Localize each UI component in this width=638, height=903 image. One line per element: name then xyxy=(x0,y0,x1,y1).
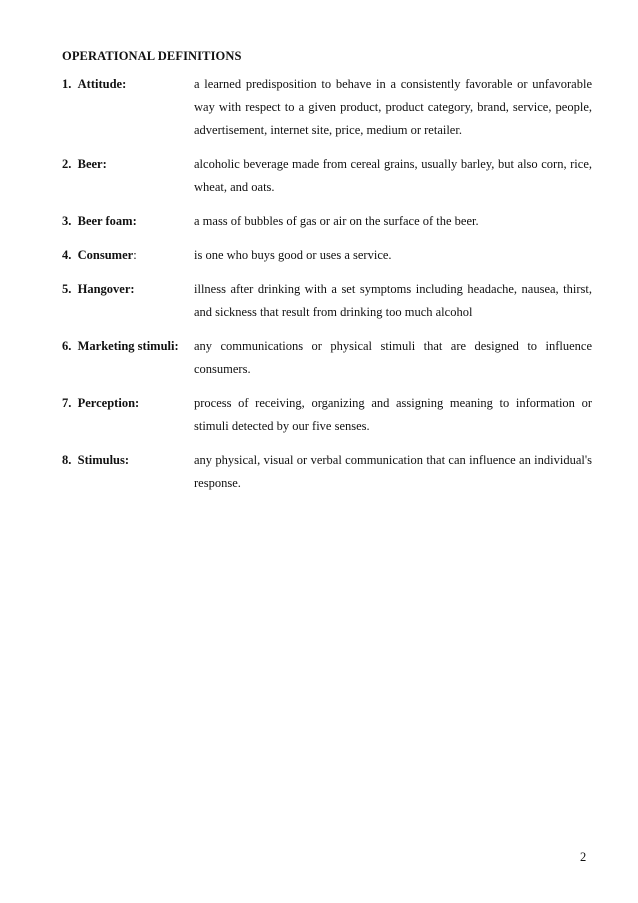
term-number: 8. xyxy=(62,453,72,467)
term-number: 6. xyxy=(62,339,72,353)
definition-text: a learned predisposition to behave in a consistently favorable or unfavorable way with respect to a given product, product category, brand, service, people, advertisement, internet site, price, medium or retailer. xyxy=(194,77,592,137)
definition-term xyxy=(62,335,194,358)
definition-item-hangover xyxy=(62,278,592,324)
term-word: Beer xyxy=(77,157,103,171)
definition-term xyxy=(62,73,194,96)
term-word: Marketing stimuli xyxy=(77,339,175,353)
definition-text: alcoholic beverage made from cereal grains, usually barley, but also corn, rice, wheat, and oats. xyxy=(194,157,592,194)
term-number: 7. xyxy=(62,396,72,410)
definition-item-beer xyxy=(62,153,592,199)
page-number: 2 xyxy=(580,850,587,864)
term-word: Beer foam xyxy=(77,214,133,228)
definition-text: any communications or physical stimuli that are designed to influence consumers. xyxy=(194,339,592,376)
definition-list xyxy=(62,73,592,506)
term-number: 3. xyxy=(62,214,72,228)
term-word: Stimulus xyxy=(77,453,125,467)
definition-text: process of receiving, organizing and assigning meaning to information or stimuli detected by our five senses. xyxy=(194,396,592,433)
term-colon: : xyxy=(102,157,107,171)
definition-text: any physical, visual or verbal communication that can influence an individual's response. xyxy=(194,453,592,490)
term-colon: : xyxy=(132,214,137,228)
term-colon: : xyxy=(135,396,140,410)
term-colon: : xyxy=(133,248,137,262)
definition-term xyxy=(62,244,194,267)
definition-term xyxy=(62,392,194,415)
definition-term xyxy=(62,278,194,301)
definition-item-consumer xyxy=(62,244,592,267)
term-colon: : xyxy=(122,77,127,91)
definition-text: illness after drinking with a set symptoms including headache, nausea, thirst, and sickness that result from drinking too much alcohol xyxy=(194,282,592,319)
definition-term xyxy=(62,210,194,233)
term-word: Hangover xyxy=(77,282,131,296)
definition-item-perception xyxy=(62,392,592,438)
term-word: Consumer xyxy=(77,248,134,262)
definition-item-marketing-stimuli xyxy=(62,335,592,381)
term-colon: : xyxy=(124,453,130,467)
definition-item-stimulus xyxy=(62,449,592,495)
definition-text: is one who buys good or uses a service. xyxy=(194,248,392,262)
definition-text: a mass of bubbles of gas or air on the surface of the beer. xyxy=(194,214,479,228)
section-heading: OPERATIONAL DEFINITIONS xyxy=(62,49,242,63)
term-number: 5. xyxy=(62,282,72,296)
term-word: Perception xyxy=(77,396,136,410)
definition-term xyxy=(62,449,194,472)
term-number: 1. xyxy=(62,77,72,91)
definition-item-beer-foam xyxy=(62,210,592,233)
term-colon: : xyxy=(130,282,135,296)
term-colon: : xyxy=(174,339,179,353)
definition-item-attitude xyxy=(62,73,592,142)
definition-term xyxy=(62,153,194,176)
term-number: 4. xyxy=(62,248,72,262)
term-number: 2. xyxy=(62,157,72,171)
term-word: Attitude xyxy=(77,77,123,91)
